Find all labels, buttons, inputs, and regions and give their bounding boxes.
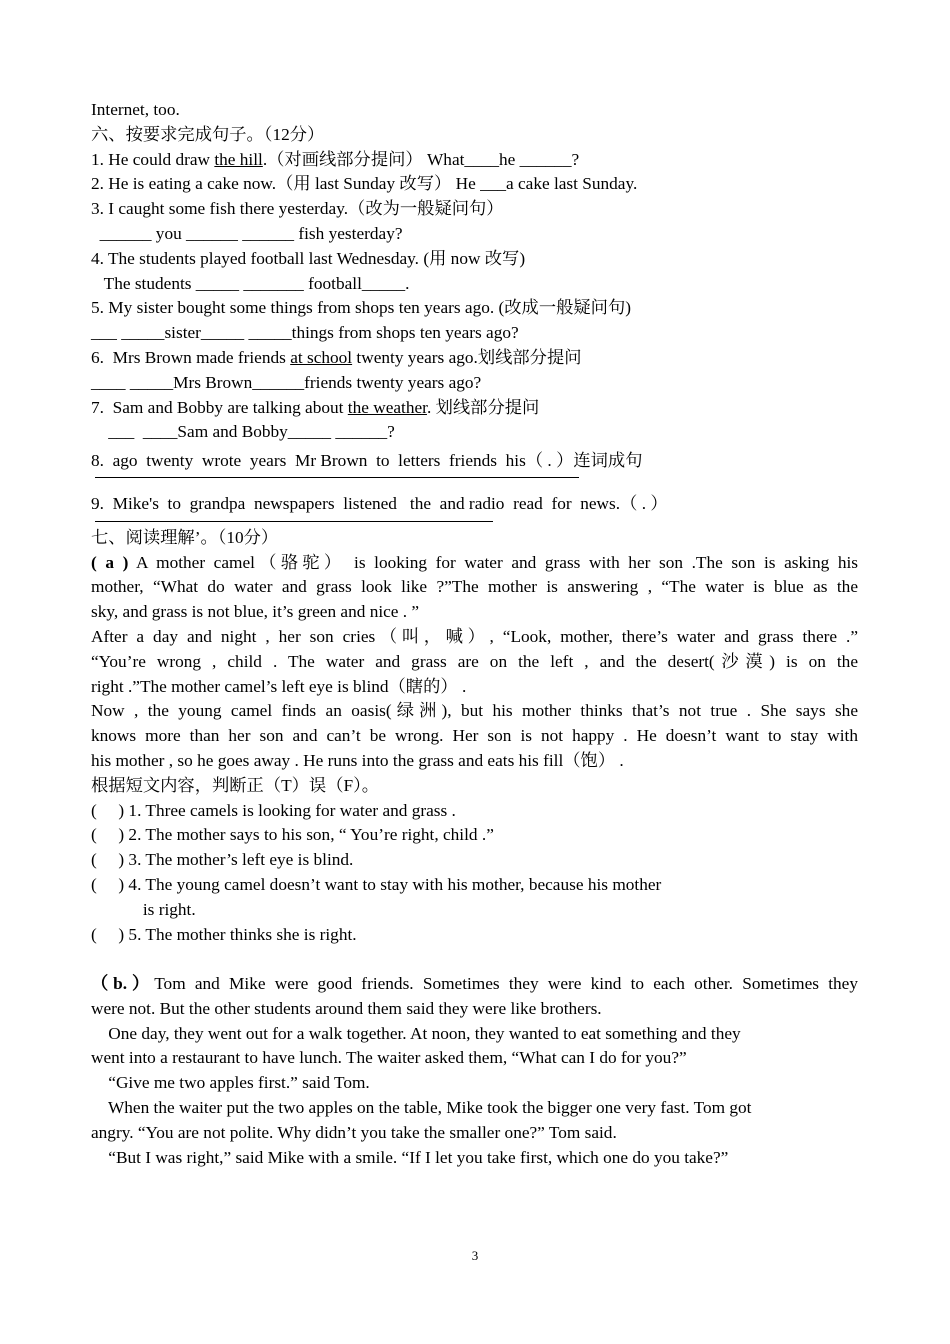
passage-a-line: right .”The mother camel’s left eye is blind（瞎的） . (91, 676, 467, 696)
true-false-question: ( ) 5. The mother thinks she is right. (91, 924, 357, 944)
passage-a-line: knows more than her son and can’t be wrong. Her son is not happy . He doesn’t want to stay with (91, 726, 858, 746)
exercise-8: 8. ago twenty wrote years Mr Brown to letters friends his（ . ）连词成句 (91, 451, 643, 471)
passage-a-line: Now , the young camel finds an oasis(绿洲), but his mother thinks that’s not true . She says she (91, 701, 858, 721)
passage-b-line: angry. “You are not polite. Why didn’t you take the smaller one?” Tom said. (91, 1122, 617, 1142)
true-false-question: ( ) 3. The mother’s left eye is blind. (91, 850, 354, 870)
exercise-4: 4. The students played football last Wednesday. (用 now 改写) (91, 248, 526, 268)
underlined-phrase: the weather (347, 397, 427, 417)
page-content (91, 98, 858, 1170)
true-false-question: ( ) 1. Three camels is looking for water and grass . (91, 800, 456, 820)
passage-a-marker: ( a ) (91, 552, 129, 572)
exercise-3: 3. I caught some fish there yesterday.（改为一般疑问句） (91, 199, 504, 219)
underlined-phrase: at school (290, 347, 353, 367)
answer-line-9 (95, 521, 493, 522)
true-false-instructions: 根据短文内容，判断正（T）误（F）。 (91, 775, 380, 795)
passage-b-line: One day, they went out for a walk together. At noon, they wanted to eat something and they (91, 1023, 741, 1043)
passage-a-line: sky, and grass is not blue, it’s green and nice . ” (91, 602, 420, 622)
answer-line-8 (95, 477, 579, 478)
exercise-5: 5. My sister bought some things from shops ten years ago. (改成一般疑问句) (91, 298, 631, 318)
true-false-question: ( ) 4. The young camel doesn’t want to stay with his mother, because his mother (91, 874, 662, 894)
section-seven-heading: 七、阅读理解’。（10分） (91, 527, 279, 547)
passage-b-marker: （b.） (91, 974, 155, 994)
exercise-4-answer: The students _____ _______ football_____. (91, 273, 410, 293)
true-false-question-cont: is right. (91, 899, 196, 919)
exercise-3-answer: ______ you ______ ______ fish yesterday? (91, 223, 403, 243)
exercise-6-answer: ____ _____Mrs Brown______friends twenty years ago? (91, 372, 482, 392)
passage-b-line: （b.）Tom and Mike were good friends. Sometimes they were kind to each other. Sometimes they (91, 974, 858, 994)
passage-b-line: “Give me two apples first.” said Tom. (91, 1073, 370, 1093)
exercise-9: 9. Mike's to grandpa newspapers listened the and radio read for news.（ . ） (91, 493, 668, 513)
true-false-question: ( ) 2. The mother says to his son, “ You’re right, child .” (91, 825, 494, 845)
passage-a-line: ( a ) A mother camel（骆驼） is looking for water and grass with her son .The son is asking his (91, 552, 858, 572)
exercise-1: 1. He could draw the hill.（对画线部分提问） What____he ______? (91, 149, 580, 169)
passage-b-line: were not. But the other students around them said they were like brothers. (91, 998, 602, 1018)
page-number: 3 (471, 1248, 479, 1263)
passage-b-line: When the waiter put the two apples on the table, Mike took the bigger one very fast. Tom got (91, 1098, 752, 1118)
passage-a-line: his mother , so he goes away . He runs into the grass and eats his fill（饱） . (91, 750, 624, 770)
exercise-5-answer: ___ _____sister_____ _____things from shops ten years ago? (91, 323, 519, 343)
exercise-6: 6. Mrs Brown made friends at school twenty years ago.划线部分提问 (91, 347, 582, 367)
text-line: Internet, too. (91, 100, 180, 119)
underlined-phrase: the hill (214, 149, 263, 169)
exercise-7-answer: ___ ____Sam and Bobby_____ ______? (91, 422, 395, 442)
section-six-heading: 六、按要求完成句子。（12分） (91, 124, 325, 144)
passage-b-line: “But I was right,” said Mike with a smile. “If I let you take first, which one do you take?” (91, 1147, 729, 1167)
passage-a-line: “You’re wrong , child . The water and grass are on the left , and the desert(沙漠) is on the (91, 651, 858, 671)
exercise-2: 2. He is eating a cake now.（用 last Sunday 改写） He ___a cake last Sunday. (91, 174, 638, 194)
exercise-7: 7. Sam and Bobby are talking about the weather. 划线部分提问 (91, 397, 540, 417)
passage-a-line: mother, “What do water and grass look like ?”The mother is answering , “The water is blue as the (91, 577, 858, 597)
passage-a-line: After a day and night , her son cries（叫，喊）, “Look, mother, there’s water and grass there .” (91, 626, 858, 646)
passage-b-line: went into a restaurant to have lunch. The waiter asked them, “What can I do for you?” (91, 1048, 687, 1068)
